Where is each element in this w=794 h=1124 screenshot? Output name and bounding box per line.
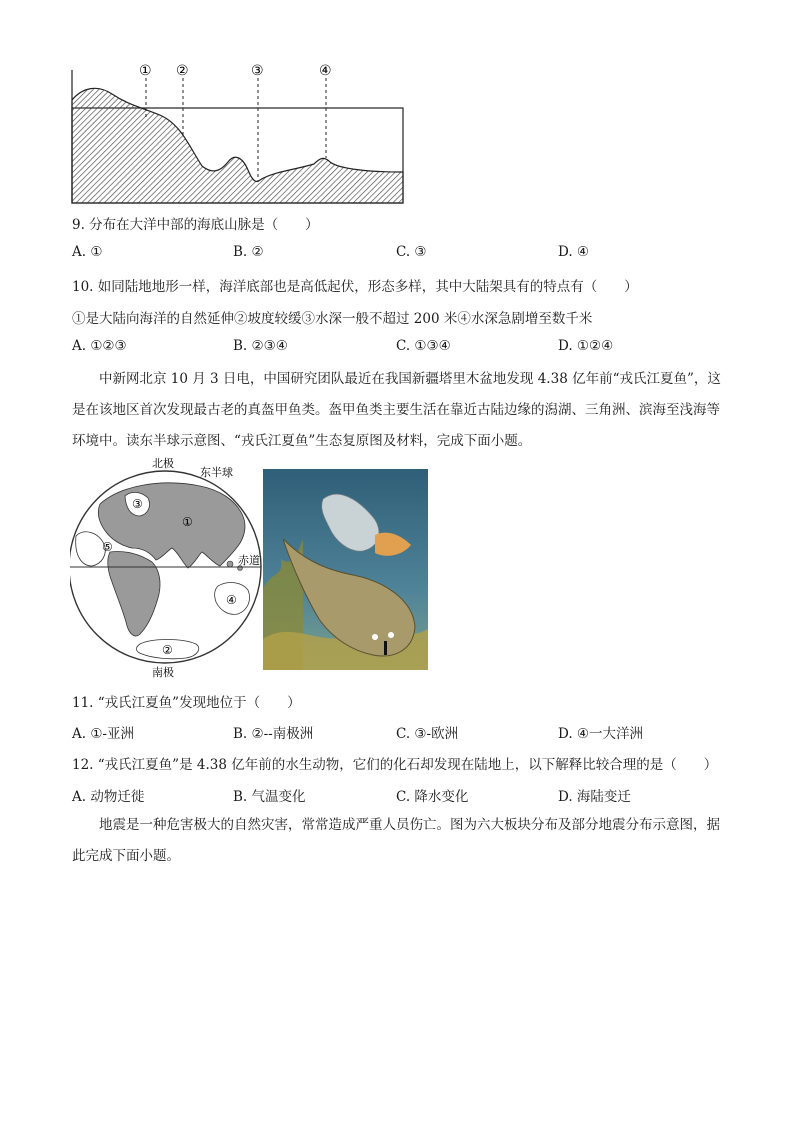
region-2-label: ② [162,643,173,657]
q11-option-a[interactable]: A. ①-亚洲 [72,726,134,742]
q12-stem: 12. “戎氏江夏鱼”是 4.38 亿年前的水生动物，它们的化石却发现在陆地上，以下解释比较合理的是（ ） [72,757,718,773]
marker-2: ② [176,63,189,79]
marker-4: ④ [319,63,332,79]
region-5-label: ⑤ [102,540,113,554]
marker-3: ③ [251,63,264,79]
seafloor-terrain [72,88,403,203]
eastern-hemisphere-map [70,456,270,678]
q9-option-a[interactable]: A. ① [72,244,103,260]
q10-stem: 10. 如同陆地地形一样，海洋底部也是高低起伏，形态多样，其中大陆架具有的特点有（ ） [72,279,638,295]
q12-option-a[interactable]: A. 动物迁徙 [72,789,145,805]
region-3-label: ③ [132,497,143,511]
q9-option-c[interactable]: C. ③ [396,244,427,260]
passage-fossil-fish: 中新网北京 10 月 3 日电，中国研究团队最近在我国新疆塔里木盆地发现 4.38 亿年前“戎氏江夏鱼”，这是在该地区首次发现最古老的真盔甲鱼类。盔甲鱼类主要生活在靠近古陆边缘的潟湖、三角洲、滨海至浅海等环境中。读东半球示意图、“戎氏江夏鱼”生态复原图及材料，完成下面小题。 [72,371,721,449]
q12-option-c[interactable]: C. 降水变化 [396,789,469,805]
q12-option-d[interactable]: D. 海陆变迁 [558,789,631,805]
q11-option-b[interactable]: B. ②--南极洲 [233,726,314,742]
north-pole-label: 北极 [152,457,174,470]
q11-stem: 11. “戎氏江夏鱼”发现地位于（ ） [72,695,301,711]
q11-option-c[interactable]: C. ③-欧洲 [396,726,459,742]
seafloor-profile-diagram [62,58,412,208]
q9-stem: 9. 分布在大洋中部的海底山脉是（ ） [72,217,319,233]
q9-option-b[interactable]: B. ② [233,244,264,260]
q10-option-a[interactable]: A. ①②③ [72,338,127,354]
south-pole-label: 南极 [152,666,174,678]
passage-earthquake: 地震是一种危害极大的自然灾害，常常造成严重人员伤亡。图为六大板块分布及部分地震分布示意图，据此完成下面小题。 [72,817,720,864]
east-hemisphere-label: 东半球 [200,466,233,479]
region-1-label: ① [182,515,193,529]
marker-1: ① [139,63,152,79]
q10-statements: ①是大陆向海洋的自然延伸②坡度较缓③水深一般不超过 200 米④水深急剧增至数千米 [72,311,593,327]
equator-label: 赤道 [238,554,260,567]
q12-option-b[interactable]: B. 气温变化 [233,789,306,805]
region-4-label: ④ [226,593,237,607]
q10-option-d[interactable]: D. ①②④ [558,338,614,354]
q9-option-d[interactable]: D. ④ [558,244,590,260]
q10-option-c[interactable]: C. ①③④ [396,338,451,354]
q10-option-b[interactable]: B. ②③④ [233,338,288,354]
q11-option-d[interactable]: D. ④一大洋洲 [558,726,644,742]
fossil-fish-reconstruction-image [263,469,428,670]
